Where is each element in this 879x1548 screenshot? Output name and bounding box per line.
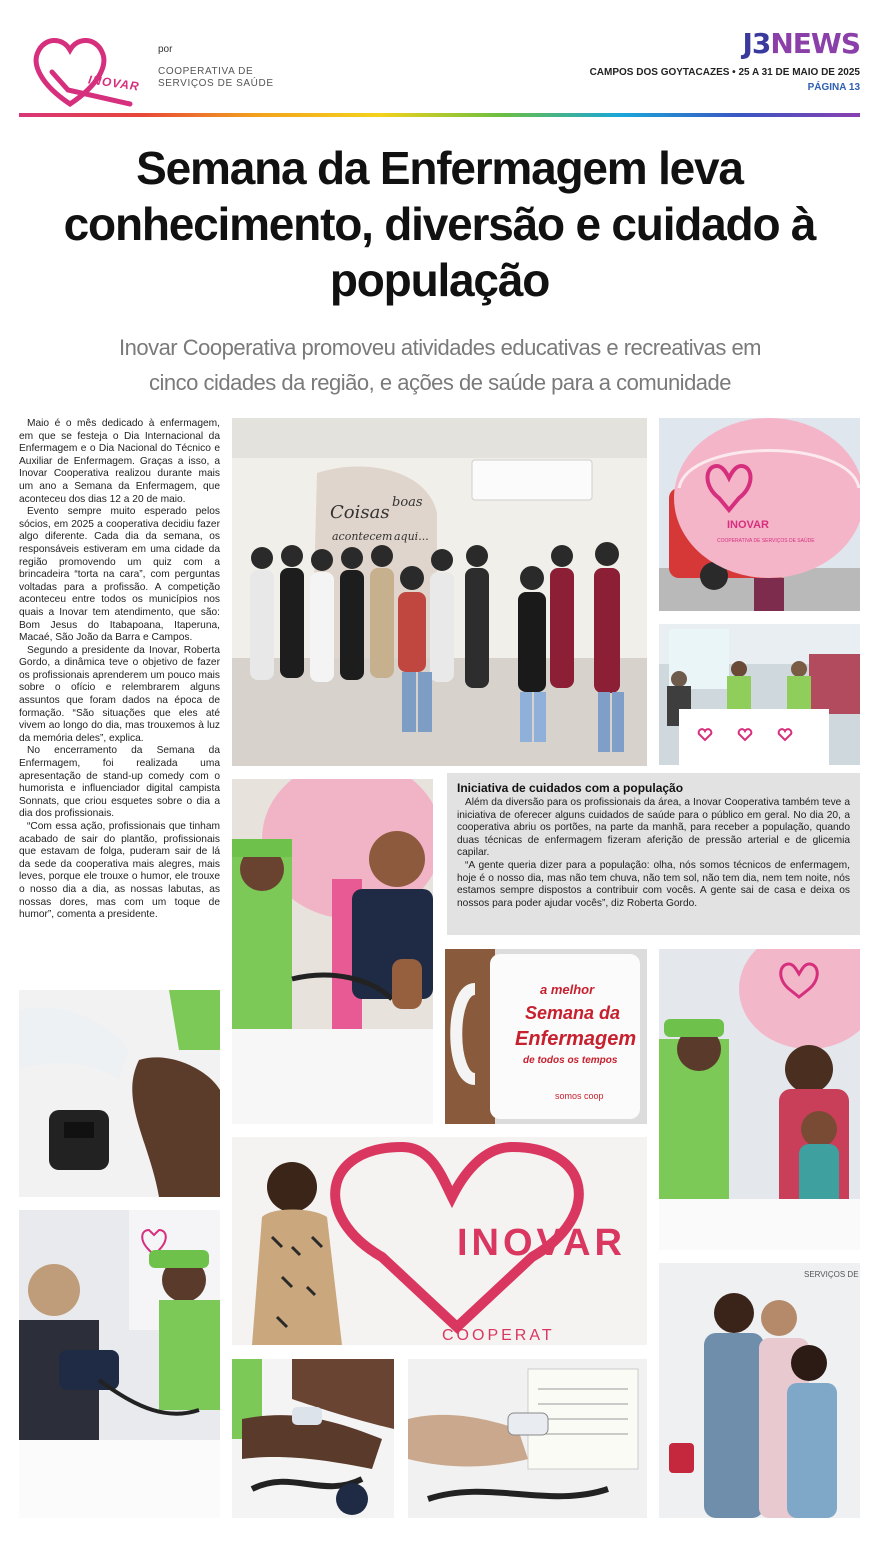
banner-text: INOVAR	[457, 1222, 626, 1264]
subhead-line-2: cinco cidades da região, e ações de saúde para a comunidade	[148, 370, 732, 395]
coop-line-1: COOPERATIVA DE	[158, 66, 254, 77]
body-paragraph: “Com essa ação, profissionais que tinham acabado de sair do plantão, profissionais que estavam de folga, puderam sair de lá da sede da cooperativa mais alegres, mais leves, porque ele trouxe o humor, ele trouxe o nosso dia a dia, as nossas labutas, as nossas dores, mas com um toque de humor”, comenta a presidente.	[19, 821, 220, 921]
banner-sub: COOPERAT	[442, 1327, 555, 1344]
body-paragraph: No encerramento da Semana da Enfermagem, foi realizada uma apresentação de stand-up comedy com o humorista e influenciador digital campista Sonnats, que criou esquetes sobre o dia a dia dos profissionais.	[19, 745, 220, 820]
wall-text-2: boas	[392, 495, 423, 510]
subhead-line-1: Inovar Cooperativa promoveu atividades educativas e recreativas em	[118, 335, 762, 360]
brand-j3: J3	[742, 27, 771, 60]
headline-line-1: Semana da Enfermagem leva	[136, 142, 743, 194]
coop-line-2: SERVIÇOS DE SAÚDE	[158, 78, 274, 89]
photo-inovar-balloon	[659, 418, 860, 611]
photo-woman-banner	[232, 1137, 647, 1345]
rainbow-divider	[19, 113, 860, 117]
headline-line-2: conhecimento, diversão e cuidado à	[63, 198, 816, 250]
headline-line-3: população	[329, 254, 550, 306]
photo-health-station	[659, 624, 860, 765]
wall-text-4: aqui...	[394, 530, 429, 543]
balloon-sub: COOPERATIVA DE SERVIÇOS DE SAÚDE	[717, 538, 815, 544]
sidebar-box-paragraph: “A gente queria dizer para a população: olha, nós somos técnicos de enfermagem, hoje é o nosso dia, mas não tem chuva, não tem sol, não tem dia, nem tem noite, nós estamos sempre dispostos a contribuir com vocês. A gente sai de casa e deixa os nossos para poder ajudar vocês”, diz Roberta Gordo.	[457, 859, 850, 909]
photo-elderly-blood-pressure	[19, 1210, 220, 1518]
headline	[30, 140, 849, 308]
balloon-text: INOVAR	[727, 519, 769, 531]
article-body	[19, 418, 220, 922]
cooperative-name	[158, 66, 274, 90]
j3news-logo	[742, 27, 860, 60]
photo-glucose-test	[19, 990, 220, 1197]
photo-group-nurses	[232, 418, 647, 766]
photo-man-blood-pressure	[232, 779, 433, 1124]
body-paragraph: Evento sempre muito esperado pelos sócios, em 2025 a cooperativa decidiu fazer algo diferente. Cada dia da semana, os responsáveis estiveram em uma cidade da região promovendo um quiz com a brincadeira “torta na cara”, com perguntas voltadas para a profissão. A competição aconteceu entre todos os municípios nos quais a Inovar tem atendimento, que são: Bom Jesus do Itabapoana, Itaperuna, Macaé, São João da Barra e Campos.	[19, 506, 220, 644]
sidebar-box-title: Iniciativa de cuidados com a população	[457, 781, 684, 795]
logo-word: INOVAR	[87, 72, 141, 94]
mug-text-4: de todos os tempos	[523, 1055, 618, 1066]
sidebar-box-paragraph: Além da diversão para os profissionais da área, a Inovar Cooperativa também teve a iniciativa de oferecer alguns cuidados de saúde para o público em geral. No dia 20, a cooperativa abriu os portões, na parte da manhã, para receber a população, quando duas técnicas de enfermagem fizeram aferição de pressão arterial e de glicemia capilar.	[457, 797, 850, 859]
photo-three-people	[659, 1263, 860, 1518]
photo-mug	[445, 949, 647, 1124]
por-label: por	[158, 44, 173, 55]
mug-text-1: a melhor	[540, 982, 595, 997]
subheadline	[90, 330, 790, 400]
page-number: PÁGINA 13	[807, 82, 860, 93]
mug-brand: somos coop	[555, 1091, 604, 1101]
body-paragraph: Segundo a presidente da Inovar, Roberta Gordo, a dinâmica teve o objetivo de fazer os profissionais aprenderem um pouco mais sobre o ofício e relembrarem alguns assuntos que foram dados na época de formação. “São situações que eles até vivem ao longo do dia, mas trouxemos à luz da memória deles”, explica.	[19, 644, 220, 744]
photo-nurse-mother-baby	[659, 949, 860, 1250]
photo-hand-oximeter	[408, 1359, 647, 1518]
mug-text-2: Semana da	[525, 1003, 621, 1023]
edition-info: CAMPOS DOS GOYTACAZES • 25 A 31 DE MAIO DE 2025	[589, 67, 860, 78]
wall-text-1: Coisas	[330, 502, 390, 523]
sign-text: SERVIÇOS DE	[804, 1270, 859, 1279]
wall-text-3: acontecem	[332, 530, 393, 543]
photo-oximeter	[232, 1359, 394, 1518]
body-paragraph: Maio é o mês dedicado à enfermagem, em que se festeja o Dia Internacional da Enfermagem e o Dia Nacional do Técnico e Auxiliar de Enfermagem. Graças a isso, a Inovar Cooperativa realizou durante mais um ano a Semana da Enfermagem, que aconteceu dos dias 12 a 20 de maio.	[19, 418, 220, 505]
mug-text-3: Enfermagem	[515, 1028, 637, 1050]
brand-news: NEWS	[770, 27, 860, 60]
sidebar-box	[447, 773, 860, 935]
heart-logo-icon	[30, 34, 145, 110]
